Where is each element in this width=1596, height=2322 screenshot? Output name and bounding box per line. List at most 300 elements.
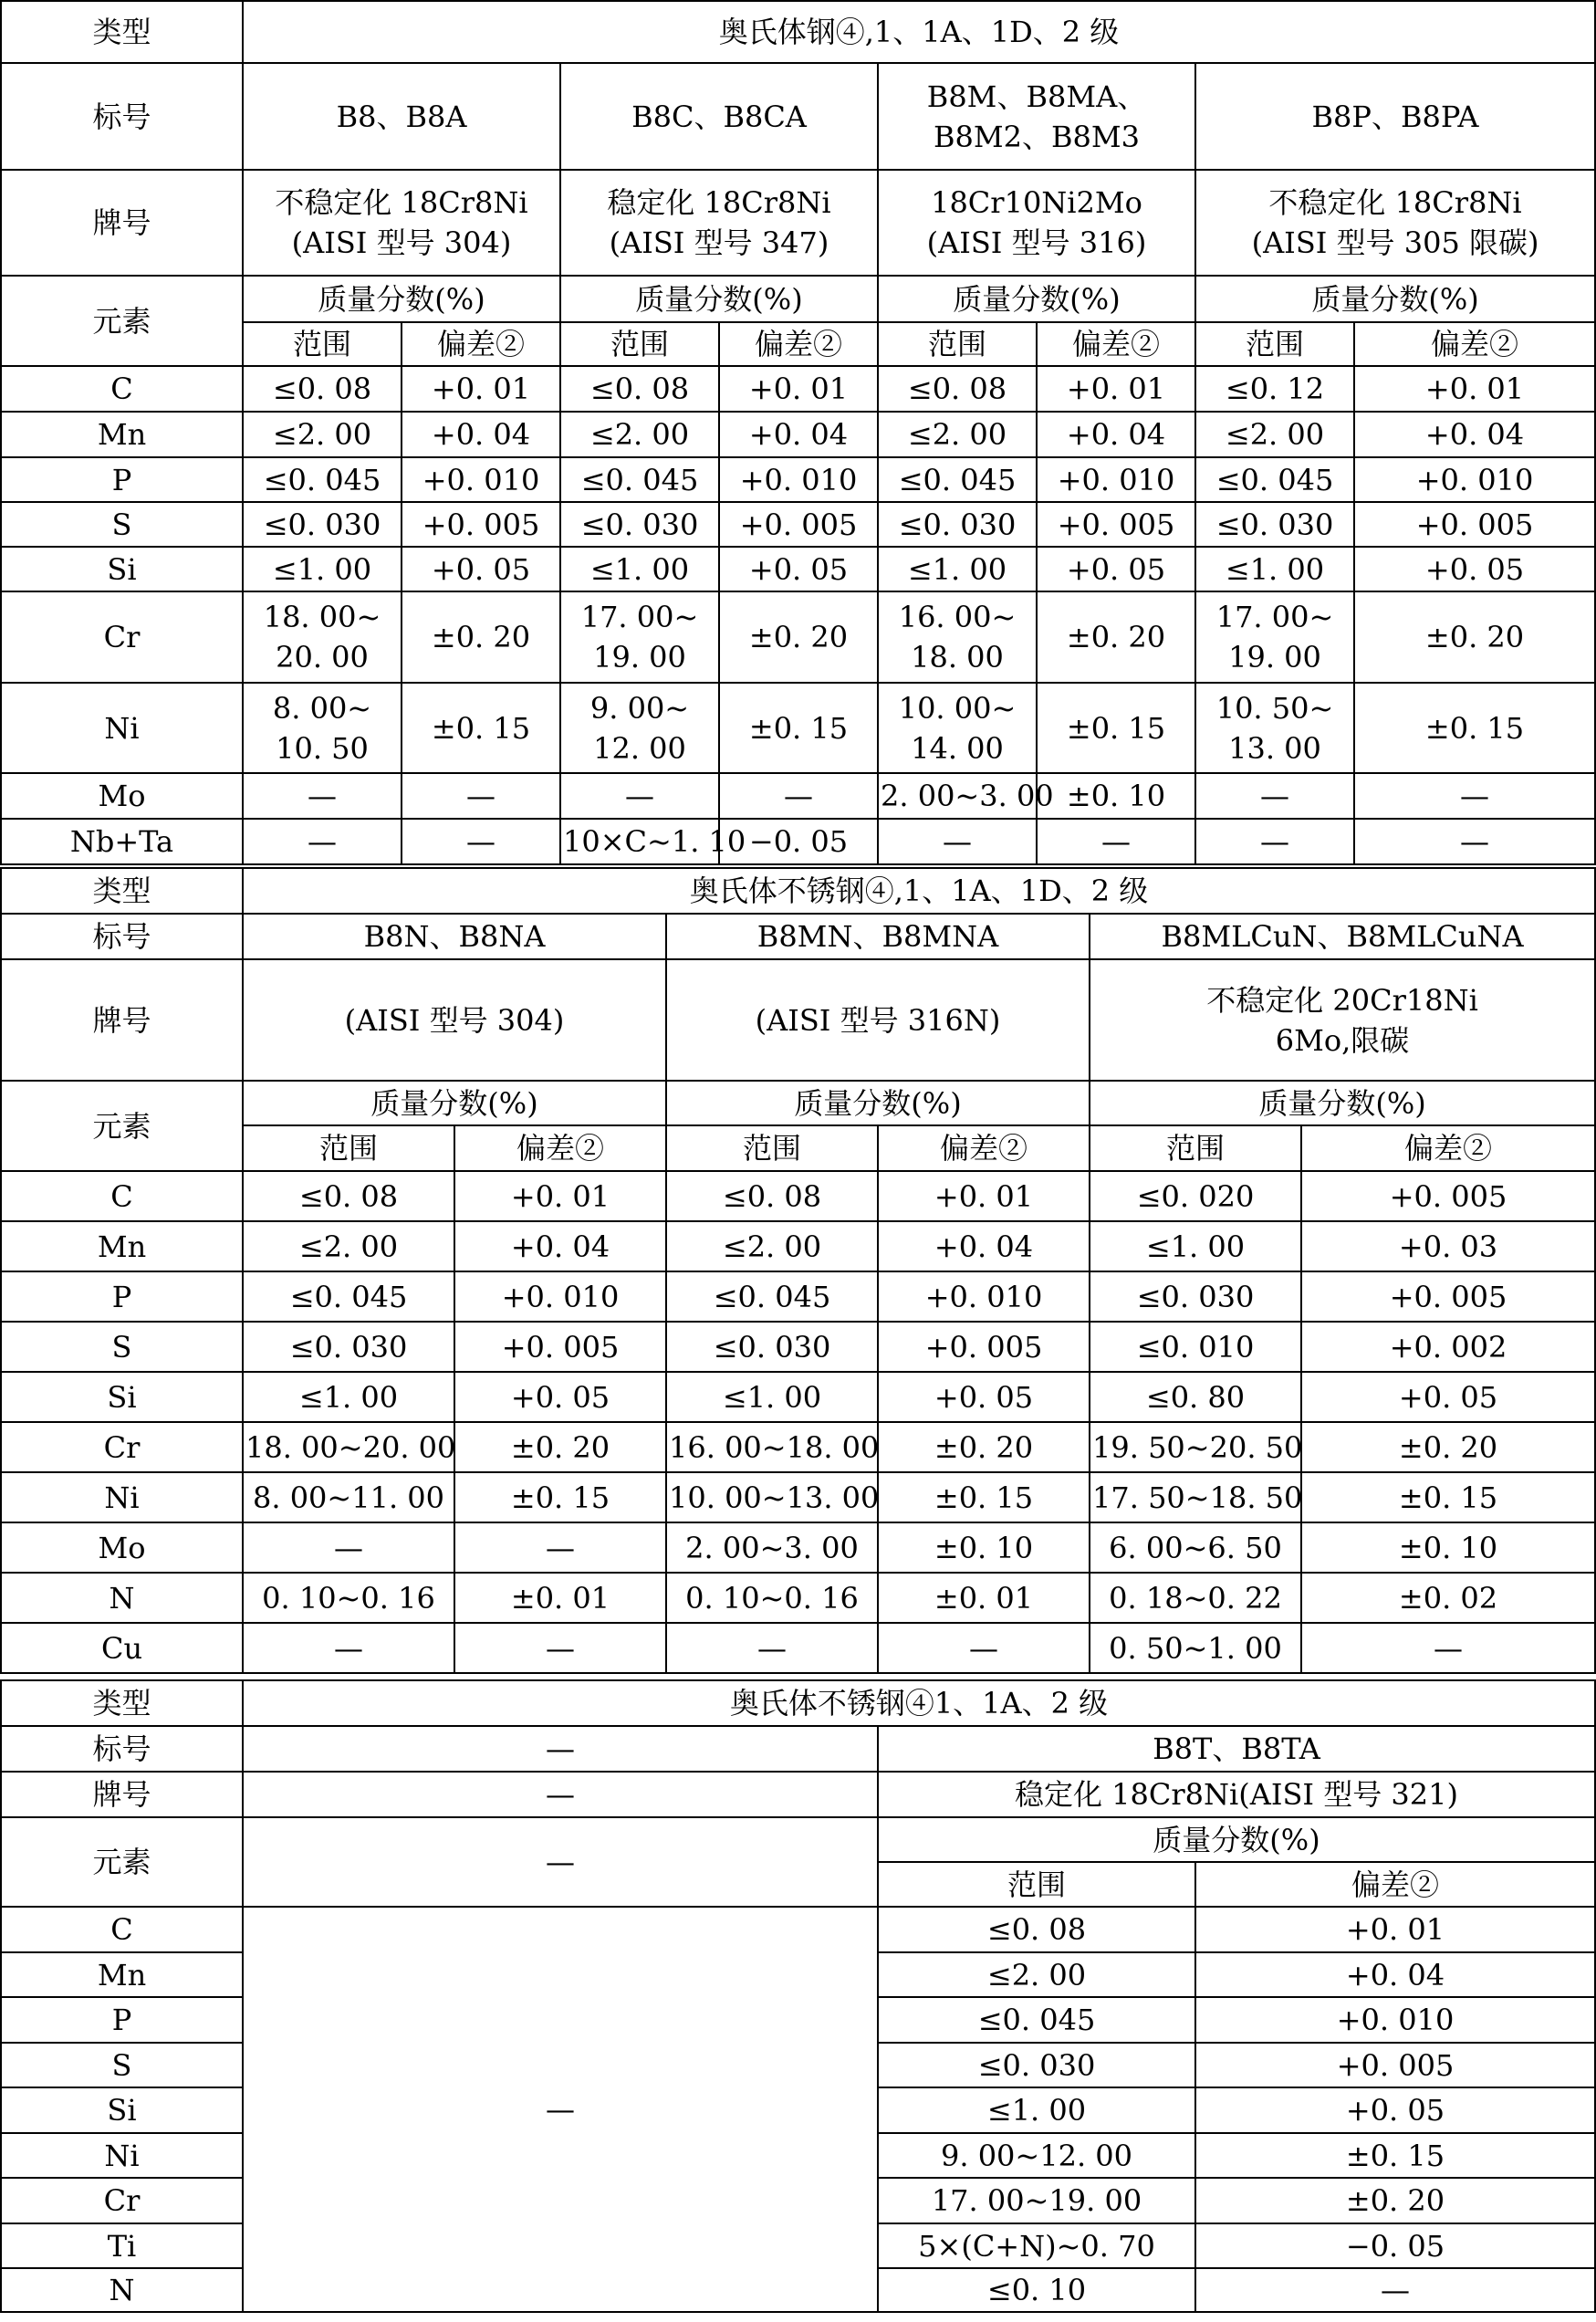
element-name: P [1, 457, 243, 502]
value-cell: ≤1. 00 [560, 547, 719, 591]
value-cell: +0. 05 [1037, 547, 1195, 591]
type-row [1, 868, 1595, 914]
type-row [1, 1680, 1595, 1726]
type-label: 类型 [1, 1680, 243, 1726]
value-cell: ±0. 20 [1354, 591, 1595, 683]
empty-cell: — [243, 1907, 878, 2312]
element-name: S [1, 502, 243, 547]
value-cell: ≤2. 00 [243, 412, 402, 457]
value-cell [243, 683, 402, 773]
value-cell [878, 591, 1037, 683]
brand-line: (AISI 型号 347) [609, 225, 829, 260]
value-cell: +0. 05 [719, 547, 878, 591]
value-cell: — [402, 773, 560, 819]
value-cell: +0. 010 [454, 1271, 666, 1322]
value-cell: ≤1. 00 [878, 547, 1037, 591]
value-line: 19. 00 [1228, 640, 1321, 675]
element-row [1, 547, 1595, 591]
element-name: Nb+Ta [1, 819, 243, 864]
element-name: C [1, 1171, 243, 1221]
section3-table [0, 1679, 1596, 2313]
value-cell: — [1195, 773, 1354, 819]
element-name: Si [1, 547, 243, 591]
value-line: 13. 00 [1228, 730, 1321, 766]
grade-line: B8M2、B8M3 [933, 119, 1140, 154]
value-cell: 0. 10~0. 16 [243, 1573, 454, 1623]
element-row [1, 502, 1595, 547]
value-cell: +0. 005 [878, 1322, 1090, 1372]
value-cell: ±0. 20 [402, 591, 560, 683]
value-cell: — [1195, 819, 1354, 864]
mass-fraction-header: 质量分数(%) [878, 276, 1195, 322]
value-cell: ≤0. 010 [1090, 1322, 1301, 1372]
value-cell: ≤1. 00 [1090, 1221, 1301, 1271]
brand-line: 稳定化 18Cr8Ni [607, 185, 831, 220]
value-cell: ≤0. 030 [1195, 502, 1354, 547]
grade-label: 标号 [1, 63, 243, 170]
mass-fraction-header: 质量分数(%) [243, 276, 560, 322]
type-label: 类型 [1, 1, 243, 63]
value-cell: ±0. 15 [719, 683, 878, 773]
value-cell: — [1037, 819, 1195, 864]
brand-line: (AISI 型号 304) [291, 225, 512, 260]
value-cell: ≤0. 030 [878, 2043, 1195, 2087]
element-row [1, 1171, 1595, 1221]
value-line: 16. 00~ [898, 600, 1017, 634]
brand-cell: (AISI 型号 316N) [666, 959, 1090, 1081]
deviation-header: 偏差② [1354, 322, 1595, 366]
value-cell: ≤2. 00 [1195, 412, 1354, 457]
value-cell: ±0. 20 [1037, 591, 1195, 683]
value-cell: — [666, 1623, 878, 1673]
value-cell: +0. 005 [1195, 2043, 1595, 2087]
mass-fraction-header: 质量分数(%) [666, 1081, 1090, 1125]
value-cell: +0. 010 [878, 1271, 1090, 1322]
value-cell: +0. 01 [1195, 1907, 1595, 1952]
brand-line: 不稳定化 18Cr8Ni [275, 185, 528, 220]
value-cell: +0. 04 [719, 412, 878, 457]
value-cell: ±0. 01 [454, 1573, 666, 1623]
grade-row [1, 1726, 1595, 1772]
value-cell: +0. 005 [1354, 502, 1595, 547]
value-cell: ≤0. 08 [243, 366, 402, 412]
value-line: 12. 00 [593, 730, 686, 766]
value-cell: ≤0. 045 [878, 1997, 1195, 2043]
element-row-mo [1, 773, 1595, 819]
value-line: 17. 00~ [580, 600, 699, 634]
value-cell: — [243, 819, 402, 864]
value-cell: — [560, 773, 719, 819]
value-cell: +0. 010 [402, 457, 560, 502]
element-name: Cr [1, 591, 243, 683]
range-header: 范围 [878, 322, 1037, 366]
brand-cell: 稳定化 18Cr8Ni(AISI 型号 321) [878, 1772, 1595, 1817]
value-cell: +0. 04 [402, 412, 560, 457]
value-cell: — [402, 819, 560, 864]
value-cell: ±0. 15 [878, 1472, 1090, 1522]
value-cell: ≤0. 030 [878, 502, 1037, 547]
value-cell: ≤1. 00 [878, 2087, 1195, 2133]
value-cell: — [243, 773, 402, 819]
element-label: 元素 [1, 1081, 243, 1171]
grade-label: 标号 [1, 1726, 243, 1772]
value-cell: ≤0. 08 [243, 1171, 454, 1221]
value-cell: 0. 10~0. 16 [666, 1573, 878, 1623]
type-row [1, 1, 1595, 63]
value-cell: +0. 010 [719, 457, 878, 502]
value-cell: ≤0. 045 [243, 457, 402, 502]
value-cell: +0. 005 [454, 1322, 666, 1372]
value-cell: +0. 005 [1301, 1271, 1595, 1322]
value-line: 14. 00 [911, 730, 1004, 766]
value-cell: +0. 010 [1354, 457, 1595, 502]
grade-cell [878, 63, 1195, 170]
element-row [1, 1472, 1595, 1522]
value-line: 18. 00 [911, 640, 1004, 675]
value-cell: ≤0. 12 [1195, 366, 1354, 412]
mass-fraction-row [1, 1817, 1595, 1862]
deviation-header: 偏差② [719, 322, 878, 366]
value-cell: ±0. 15 [1301, 1472, 1595, 1522]
element-name: Mo [1, 773, 243, 819]
element-row [1, 457, 1595, 502]
grade-cell: B8T、B8TA [878, 1726, 1595, 1772]
value-cell: 2. 00~3. 00 [878, 773, 1037, 819]
value-cell: ≤0. 030 [243, 502, 402, 547]
range-header: 范围 [243, 1125, 454, 1171]
value-cell: ≤1. 00 [243, 1372, 454, 1422]
value-cell: ≤0. 045 [560, 457, 719, 502]
value-cell: ≤1. 00 [243, 547, 402, 591]
element-name: Mn [1, 412, 243, 457]
value-line: 9. 00~ [589, 690, 690, 726]
brand-label: 牌号 [1, 959, 243, 1081]
value-cell: ≤0. 030 [243, 1322, 454, 1372]
value-line: 18. 00~ [263, 600, 381, 634]
value-cell: 10. 00~13. 00 [666, 1472, 878, 1522]
value-cell: — [1354, 773, 1595, 819]
value-cell: — [878, 1623, 1090, 1673]
brand-line: 不稳定化 20Cr18Ni [1206, 982, 1478, 1018]
element-name: Mn [1, 1221, 243, 1271]
value-cell: ≤0. 08 [878, 366, 1037, 412]
value-cell: 2. 00~3. 00 [666, 1522, 878, 1573]
value-cell: −0. 05 [1195, 2223, 1595, 2268]
element-row [1, 412, 1595, 457]
value-cell: 18. 00~20. 00 [243, 1422, 454, 1472]
value-cell: 17. 00~19. 00 [878, 2178, 1195, 2223]
type-value: 奥氏体钢④,1、1A、1D、2 级 [243, 1, 1595, 63]
grade-label: 标号 [1, 914, 243, 959]
deviation-header: 偏差② [878, 1125, 1090, 1171]
brand-line: 18Cr10Ni2Mo [931, 185, 1142, 220]
value-cell: ±0. 20 [1195, 2178, 1595, 2223]
value-cell: +0. 01 [402, 366, 560, 412]
value-cell: 8. 00~11. 00 [243, 1472, 454, 1522]
value-cell: ≤2. 00 [878, 412, 1037, 457]
range-header: 范围 [666, 1125, 878, 1171]
type-value: 奥氏体不锈钢④,1、1A、1D、2 级 [243, 868, 1595, 914]
deviation-header: 偏差② [1037, 322, 1195, 366]
empty-cell: — [243, 1772, 878, 1817]
element-name: P [1, 1997, 243, 2043]
range-header: 范围 [1195, 322, 1354, 366]
mass-fraction-row [1, 276, 1595, 322]
value-cell: +0. 01 [719, 366, 878, 412]
range-header: 范围 [560, 322, 719, 366]
mass-fraction-header: 质量分数(%) [560, 276, 878, 322]
section2-table [0, 867, 1596, 1674]
value-cell: ≤2. 00 [666, 1221, 878, 1271]
mass-fraction-header: 质量分数(%) [1195, 276, 1595, 322]
brand-line: (AISI 型号 316) [926, 225, 1147, 260]
value-cell: — [454, 1623, 666, 1673]
value-cell: +0. 05 [1195, 2087, 1595, 2133]
value-line: 17. 00~ [1215, 600, 1334, 634]
grade-row [1, 63, 1595, 170]
element-label: 元素 [1, 276, 243, 366]
mass-fraction-header: 质量分数(%) [243, 1081, 666, 1125]
brand-cell [560, 170, 878, 276]
value-cell: ±0. 20 [719, 591, 878, 683]
value-cell: 10×C~1. 10 [560, 819, 719, 864]
type-value: 奥氏体不锈钢④1、1A、2 级 [243, 1680, 1595, 1726]
value-line: 10. 50~ [1215, 690, 1334, 726]
element-name: Ni [1, 1472, 243, 1522]
value-line: 19. 00 [593, 640, 686, 675]
value-cell: +0. 01 [878, 1171, 1090, 1221]
value-cell: +0. 010 [1195, 1997, 1595, 2043]
element-row [1, 1372, 1595, 1422]
value-cell: +0. 05 [1301, 1372, 1595, 1422]
value-cell: ≤0. 020 [1090, 1171, 1301, 1221]
value-cell: 0. 18~0. 22 [1090, 1573, 1301, 1623]
value-cell: ±0. 15 [454, 1472, 666, 1522]
range-header: 范围 [878, 1862, 1195, 1907]
element-name: Si [1, 2087, 243, 2133]
brand-row [1, 1772, 1595, 1817]
value-cell [1195, 683, 1354, 773]
value-line: 10. 00~ [898, 690, 1017, 726]
value-cell: — [243, 1522, 454, 1573]
value-cell: ≤0. 045 [878, 457, 1037, 502]
element-name: Ni [1, 683, 243, 773]
grade-cell: B8N、B8NA [243, 914, 666, 959]
value-cell: ±0. 20 [1301, 1422, 1595, 1472]
element-name: Mo [1, 1522, 243, 1573]
value-line: 20. 00 [276, 640, 369, 675]
value-cell: +0. 01 [1037, 366, 1195, 412]
value-cell: ≤2. 00 [560, 412, 719, 457]
value-cell: — [454, 1522, 666, 1573]
value-cell: ±0. 02 [1301, 1573, 1595, 1623]
value-cell [243, 591, 402, 683]
value-cell: +0. 03 [1301, 1221, 1595, 1271]
value-cell: ±0. 15 [402, 683, 560, 773]
deviation-header: 偏差② [1195, 1862, 1595, 1907]
value-cell: 9. 00~12. 00 [878, 2133, 1195, 2178]
value-cell: ±0. 20 [454, 1422, 666, 1472]
section1-table [0, 0, 1596, 865]
value-cell: ≤0. 045 [1195, 457, 1354, 502]
element-name: Cu [1, 1623, 243, 1673]
value-cell: +0. 05 [878, 1372, 1090, 1422]
value-cell: +0. 01 [1354, 366, 1595, 412]
brand-cell [1090, 959, 1595, 1081]
deviation-header: 偏差② [402, 322, 560, 366]
value-cell: — [1195, 2268, 1595, 2312]
value-cell: 17. 50~18. 50 [1090, 1472, 1301, 1522]
element-name: P [1, 1271, 243, 1322]
value-cell: ≤0. 10 [878, 2268, 1195, 2312]
brand-label: 牌号 [1, 170, 243, 276]
value-cell: ≤0. 08 [878, 1907, 1195, 1952]
value-cell: ≤2. 00 [243, 1221, 454, 1271]
value-cell: +0. 04 [1195, 1952, 1595, 1997]
value-cell: 19. 50~20. 50 [1090, 1422, 1301, 1472]
value-cell: ±0. 15 [1195, 2133, 1595, 2178]
brand-row [1, 170, 1595, 276]
element-row-nbta [1, 819, 1595, 864]
deviation-header: 偏差② [454, 1125, 666, 1171]
value-cell: ≤0. 80 [1090, 1372, 1301, 1422]
value-cell [1195, 591, 1354, 683]
brand-label: 牌号 [1, 1772, 243, 1817]
value-cell: 5×(C+N)~0. 70 [878, 2223, 1195, 2268]
brand-line: 不稳定化 18Cr8Ni [1268, 185, 1522, 220]
type-label: 类型 [1, 868, 243, 914]
element-label: 元素 [1, 1817, 243, 1907]
grade-cell: B8P、B8PA [1195, 63, 1595, 170]
brand-line: 6Mo,限碳 [1275, 1022, 1410, 1058]
mass-fraction-row [1, 1081, 1595, 1125]
range-header: 范围 [243, 322, 402, 366]
value-cell [560, 683, 719, 773]
element-row [1, 1221, 1595, 1271]
element-name: C [1, 1907, 243, 1952]
brand-cell [878, 170, 1195, 276]
element-name: N [1, 1573, 243, 1623]
element-row [1, 1271, 1595, 1322]
element-name: N [1, 2268, 243, 2312]
element-name: Si [1, 1372, 243, 1422]
value-cell: +0. 04 [878, 1221, 1090, 1271]
element-name: Cr [1, 1422, 243, 1472]
value-cell: ≤2. 00 [878, 1952, 1195, 1997]
value-cell: ≤0. 045 [666, 1271, 878, 1322]
value-cell: 6. 00~6. 50 [1090, 1522, 1301, 1573]
element-name: Cr [1, 2178, 243, 2223]
value-cell: ±0. 15 [1354, 683, 1595, 773]
value-cell: ±0. 10 [878, 1522, 1090, 1573]
element-row [1, 1422, 1595, 1472]
value-cell: ±0. 10 [1301, 1522, 1595, 1573]
empty-cell: — [243, 1726, 878, 1772]
value-cell: — [878, 819, 1037, 864]
element-row-cr [1, 591, 1595, 683]
element-row [1, 1623, 1595, 1673]
brand-cell: (AISI 型号 304) [243, 959, 666, 1081]
value-cell: ±0. 15 [1037, 683, 1195, 773]
value-cell: +0. 01 [454, 1171, 666, 1221]
value-cell [560, 591, 719, 683]
empty-cell: — [243, 1817, 878, 1907]
element-name: C [1, 366, 243, 412]
value-cell: +0. 04 [454, 1221, 666, 1271]
value-cell: ≤0. 030 [1090, 1271, 1301, 1322]
value-cell: +0. 005 [402, 502, 560, 547]
value-cell: — [1354, 819, 1595, 864]
value-cell [878, 683, 1037, 773]
value-cell: ≤1. 00 [666, 1372, 878, 1422]
element-row [1, 366, 1595, 412]
value-cell: +0. 05 [454, 1372, 666, 1422]
value-cell: ≤0. 08 [666, 1171, 878, 1221]
value-cell: +0. 002 [1301, 1322, 1595, 1372]
element-name: S [1, 1322, 243, 1372]
value-cell: ≤1. 00 [1195, 547, 1354, 591]
brand-row [1, 959, 1595, 1081]
element-name: Ni [1, 2133, 243, 2178]
element-row [1, 1573, 1595, 1623]
value-line: 8. 00~ [272, 690, 372, 726]
range-header: 范围 [1090, 1125, 1301, 1171]
value-line: 10. 50 [276, 730, 369, 766]
value-cell: +0. 05 [402, 547, 560, 591]
value-cell: +0. 005 [1037, 502, 1195, 547]
value-cell: ≤0. 08 [560, 366, 719, 412]
value-cell: +0. 010 [1037, 457, 1195, 502]
element-row [1, 1907, 1595, 1952]
grade-cell: B8MLCuN、B8MLCuNA [1090, 914, 1595, 959]
value-cell: ±0. 10 [1037, 773, 1195, 819]
grade-cell: B8MN、B8MNA [666, 914, 1090, 959]
value-cell: ≤0. 030 [666, 1322, 878, 1372]
brand-cell [1195, 170, 1595, 276]
brand-line: (AISI 型号 305 限碳) [1251, 225, 1539, 260]
grade-cell: B8、B8A [243, 63, 560, 170]
mass-fraction-header: 质量分数(%) [878, 1817, 1595, 1862]
value-cell: — [243, 1623, 454, 1673]
value-cell: — [1301, 1623, 1595, 1673]
value-cell: +0. 005 [1301, 1171, 1595, 1221]
value-cell: +0. 04 [1037, 412, 1195, 457]
element-row [1, 1522, 1595, 1573]
value-cell: +0. 04 [1354, 412, 1595, 457]
value-cell: −0. 05 [719, 819, 878, 864]
value-cell: 16. 00~18. 00 [666, 1422, 878, 1472]
value-cell: ±0. 20 [878, 1422, 1090, 1472]
mass-fraction-header: 质量分数(%) [1090, 1081, 1595, 1125]
element-row-ni [1, 683, 1595, 773]
element-name: Mn [1, 1952, 243, 1997]
value-cell: ±0. 01 [878, 1573, 1090, 1623]
value-cell: +0. 005 [719, 502, 878, 547]
grade-cell: B8C、B8CA [560, 63, 878, 170]
value-cell: +0. 05 [1354, 547, 1595, 591]
value-cell: — [719, 773, 878, 819]
element-name: S [1, 2043, 243, 2087]
value-cell: ≤0. 045 [243, 1271, 454, 1322]
grade-row [1, 914, 1595, 959]
element-row [1, 1322, 1595, 1372]
value-cell: 0. 50~1. 00 [1090, 1623, 1301, 1673]
element-name: Ti [1, 2223, 243, 2268]
deviation-header: 偏差② [1301, 1125, 1595, 1171]
brand-cell [243, 170, 560, 276]
grade-line: B8M、B8MA、 [926, 78, 1147, 114]
value-cell: ≤0. 030 [560, 502, 719, 547]
